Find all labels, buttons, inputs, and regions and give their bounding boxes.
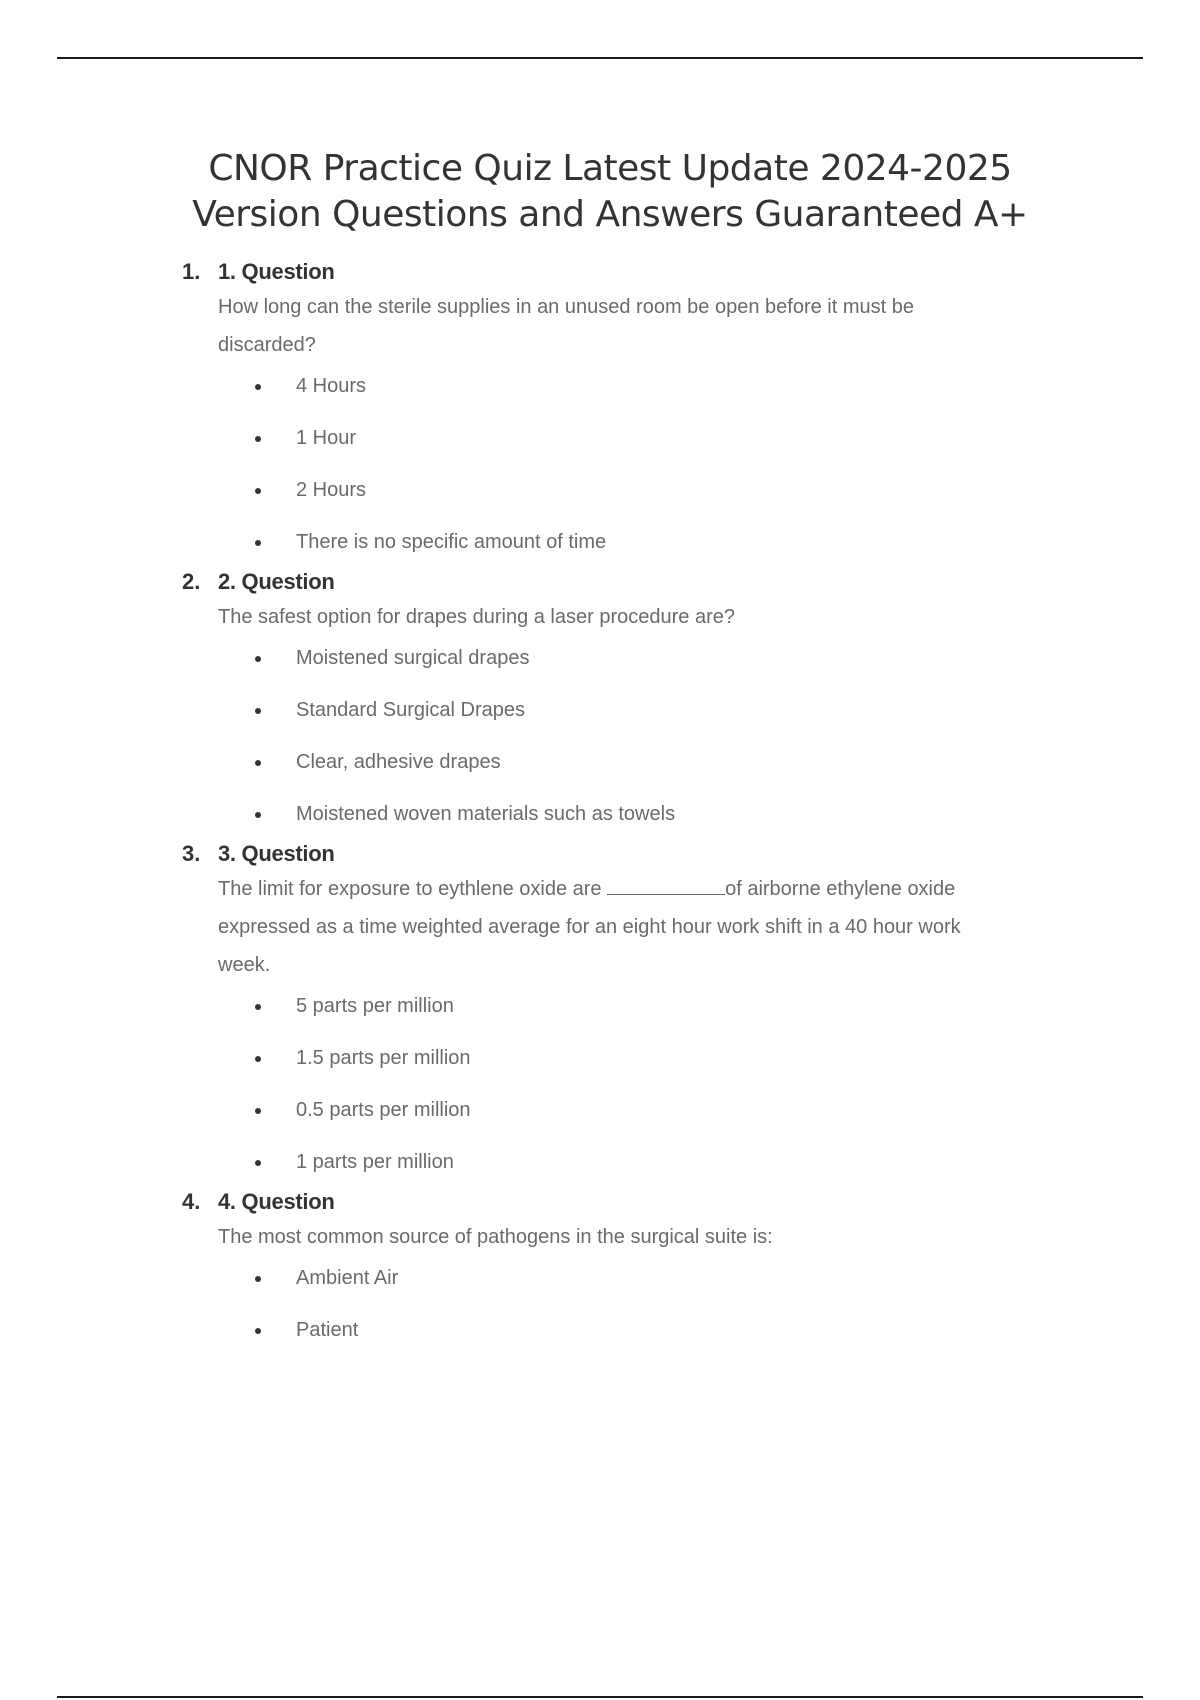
document-body <box>170 146 1050 1354</box>
question-text: How long can the sterile supplies in an unused room be open before it must be discarded? <box>218 296 914 356</box>
answer-option <box>218 746 1050 778</box>
answer-option <box>218 990 1050 1022</box>
question-text: The most common source of pathogens in the surgical suite is: <box>218 1226 773 1248</box>
answer-label: 1 parts per million <box>296 1151 454 1173</box>
answer-option <box>218 474 1050 506</box>
answer-option <box>218 694 1050 726</box>
header-rule <box>57 57 1143 59</box>
bullet-icon <box>255 1328 261 1334</box>
answer-option <box>218 370 1050 402</box>
bullet-icon <box>255 1276 261 1282</box>
question-heading: 4. Question <box>218 1189 335 1214</box>
answer-label: Clear, adhesive drapes <box>296 751 501 773</box>
bullet-icon <box>255 656 261 662</box>
bullet-icon <box>255 1004 261 1010</box>
answer-option <box>218 1314 1050 1346</box>
bullet-icon <box>255 540 261 546</box>
question-text <box>218 870 1050 984</box>
answer-label: 5 parts per million <box>296 995 454 1017</box>
answer-list <box>218 1262 1050 1346</box>
question-list <box>170 256 1050 1346</box>
question-number: 3. <box>182 841 201 866</box>
answer-label: 1.5 parts per million <box>296 1047 471 1069</box>
question-heading: 3. Question <box>218 841 335 866</box>
answer-list <box>218 370 1050 558</box>
answer-list <box>218 642 1050 830</box>
answer-label: Ambient Air <box>296 1267 399 1289</box>
bullet-icon <box>255 1108 261 1114</box>
bullet-icon <box>255 384 261 390</box>
question-number: 4. <box>182 1189 201 1214</box>
footer-rule <box>57 1696 1143 1698</box>
answer-list <box>218 990 1050 1178</box>
question-heading: 2. Question <box>218 569 335 594</box>
question-item-3 <box>170 838 1050 1178</box>
question-text: The safest option for drapes during a laser procedure are? <box>218 606 735 628</box>
question-number: 1. <box>182 259 201 284</box>
answer-label: 4 Hours <box>296 375 367 397</box>
question-text-after: of airborne ethylene oxide expressed as a time weighted average for an eight hour work shift in a 40 hour work week. <box>218 878 961 976</box>
fill-in-blank <box>607 874 725 895</box>
answer-label: Patient <box>296 1319 359 1341</box>
bullet-icon <box>255 436 261 442</box>
answer-label: Standard Surgical Drapes <box>296 699 526 721</box>
bullet-icon <box>255 1160 261 1166</box>
answer-option <box>218 1094 1050 1126</box>
bullet-icon <box>255 812 261 818</box>
answer-option <box>218 1146 1050 1178</box>
answer-option <box>218 1262 1050 1294</box>
bullet-icon <box>255 1056 261 1062</box>
bullet-icon <box>255 760 261 766</box>
answer-option <box>218 422 1050 454</box>
question-item-2 <box>170 566 1050 830</box>
question-text-before: The limit for exposure to eythlene oxide are <box>218 878 608 900</box>
answer-option <box>218 526 1050 558</box>
answer-label: There is no specific amount of time <box>296 531 607 553</box>
document-title: CNOR Practice Quiz Latest Update 2024-2025 Version Questions and Answers Guaranteed A+ <box>192 148 1028 235</box>
answer-label: 0.5 parts per million <box>296 1099 471 1121</box>
answer-label: 1 Hour <box>296 427 357 449</box>
question-item-4 <box>170 1186 1050 1346</box>
answer-option <box>218 798 1050 830</box>
answer-label: 2 Hours <box>296 479 367 501</box>
bullet-icon <box>255 488 261 494</box>
question-heading: 1. Question <box>218 259 335 284</box>
question-item-1 <box>170 256 1050 558</box>
answer-option <box>218 642 1050 674</box>
answer-option <box>218 1042 1050 1074</box>
bullet-icon <box>255 708 261 714</box>
answer-label: Moistened woven materials such as towels <box>296 803 676 825</box>
answer-label: Moistened surgical drapes <box>296 647 530 669</box>
question-number: 2. <box>182 569 201 594</box>
